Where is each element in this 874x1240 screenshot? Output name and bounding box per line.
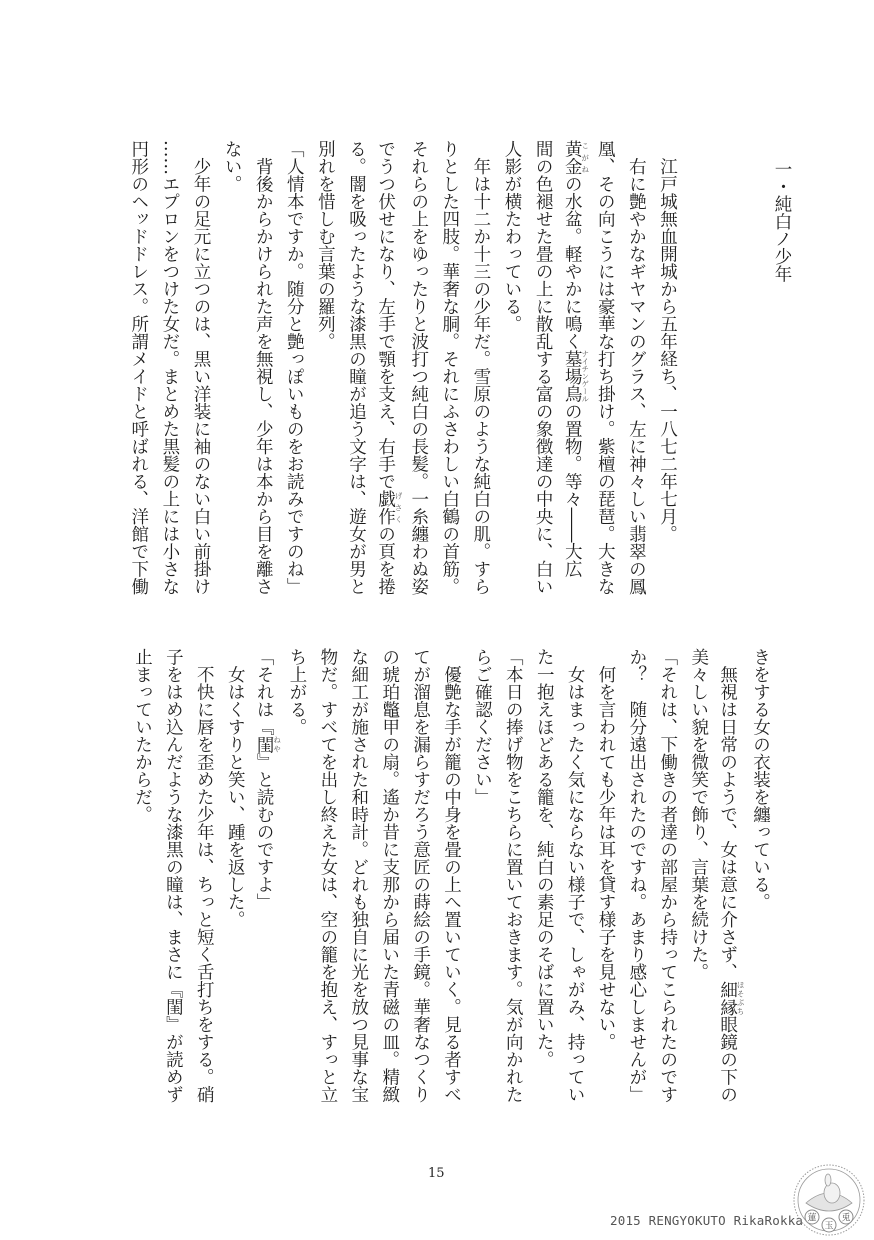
text-run: 右に艶やかなギヤマンのグラス、左に神々しい翡翠の鳳 xyxy=(626,140,647,595)
text-column xyxy=(559,648,590,1103)
text-run: ……エプロンをつけた女だ。まとめた黒髪の上には小さな xyxy=(159,140,180,595)
furigana: ナイチンゲール xyxy=(580,350,590,403)
furigana: ほそぶち xyxy=(736,980,746,1016)
text-run: きをする女の衣装を纏っている。 xyxy=(750,648,771,911)
page-number: 15 xyxy=(428,1166,445,1181)
text-column xyxy=(527,140,558,595)
furigana: げさく xyxy=(394,490,404,525)
text-column xyxy=(123,140,154,595)
logo-char: 蓮 xyxy=(807,1213,817,1224)
text-column xyxy=(188,648,219,1103)
text-run: てが溜息を漏らすだろう意匠の蒔絵の手鏡。華奢なつくり xyxy=(410,648,431,1103)
text-run: 止まっていたからだ。 xyxy=(132,648,153,823)
text-column xyxy=(250,648,281,911)
footer-credit: 2015 RENGYOKUTO RikaRokka xyxy=(610,1213,804,1228)
text-column xyxy=(436,648,467,1103)
text-column xyxy=(216,140,247,193)
text-column xyxy=(589,140,620,595)
text-run: 「それは『 xyxy=(254,648,275,736)
text-run: 円形のヘッドドレス。所謂メイドと呼ばれる、洋館で下働 xyxy=(128,140,149,595)
text-column xyxy=(652,140,683,543)
furigana: ねや xyxy=(272,735,282,753)
logo-char: 玉 xyxy=(824,1221,834,1232)
logo-char: 兎 xyxy=(841,1213,851,1224)
text-run: 間の色褪せた畳の上に散乱する富の象徴達の中央に、白い xyxy=(533,140,554,595)
text-run: 「それは、下働きの者達の部屋から持ってこられたのです xyxy=(657,648,678,1103)
text-column xyxy=(312,648,343,1103)
text-run: 女はまったく気にならない様子で、しゃがみ、持ってい xyxy=(565,648,586,1103)
text-run: の琥珀鼈甲の扇。遙か昔に支那から届いた青磁の皿。精緻 xyxy=(379,648,400,1103)
text-run: か？ 随分遠出されたのですね。あまり感心しませんが」 xyxy=(626,648,647,1103)
text-run: 少年の足元に立つのは、黒い洋装に袖のない白い前掛け xyxy=(191,140,211,595)
text-run: 背後からかけられた声を無視し、少年は本から目を離さ xyxy=(253,140,274,595)
text-column xyxy=(745,648,776,911)
ruby-annotation: 墓場鳥ナイチンゲール xyxy=(562,350,590,403)
text-run: それらの上をゆったりと波打つ純白の長髪。一糸纏わぬ姿 xyxy=(408,140,429,595)
text-run: 不快に唇を歪めた少年は、ちっと短く舌打ちをする。硝 xyxy=(194,648,215,1103)
text-run: 何を言われても少年は耳を貸す様子を見せない。 xyxy=(596,648,616,1051)
text-column xyxy=(278,140,309,595)
text-column xyxy=(652,648,683,1103)
text-column xyxy=(341,140,372,595)
text-run: な細工が施された和時計。どれも独自に光を放つ見事な宝 xyxy=(348,648,369,1103)
ruby-annotation: 黄金こがね xyxy=(562,140,590,175)
text-column xyxy=(185,140,216,595)
text-column xyxy=(528,648,559,1068)
text-run: 年は十二か十三の少年だ。雪原のような純白の肌。すら xyxy=(470,140,491,595)
text-run: らご確認ください」 xyxy=(472,648,493,806)
text-run: の頁を捲 xyxy=(375,525,396,595)
text-column xyxy=(309,140,340,350)
text-column xyxy=(621,648,652,1103)
text-run: 美々しい貌を微笑で飾り、言葉を続けた。 xyxy=(688,648,709,981)
text-column xyxy=(403,140,434,595)
text-run: 女はくすりと笑い、踵を返した。 xyxy=(225,648,246,928)
text-run: 「人情本ですか。随分と艶っぽいものをお読みですのね」 xyxy=(284,140,305,595)
text-column xyxy=(219,648,250,928)
text-run: 眼鏡の下の xyxy=(717,1015,738,1103)
text-run: 「本日の捧げ物をこちらに置いておきます。気が向かれた xyxy=(503,648,524,1103)
text-run: ち上がる。 xyxy=(287,648,307,736)
text-run: 優艶な手が籠の中身を畳の上へ置いていく。見る者すべ xyxy=(441,648,462,1103)
text-run: 人影が横たわっている。 xyxy=(502,140,522,333)
text-column xyxy=(714,648,745,1103)
text-column xyxy=(372,140,403,595)
text-run: でうつ伏せになり、左手で顎を支え、右手で xyxy=(375,140,396,490)
text-column xyxy=(434,140,465,595)
text-run: 』と読むのですよ」 xyxy=(254,753,275,911)
text-column xyxy=(590,648,621,1051)
text-column xyxy=(281,648,312,736)
text-run: 江戸城無血開城から五年経ち、一八七二年七月。 xyxy=(657,140,678,543)
text-column xyxy=(405,648,436,1103)
text-run: ない。 xyxy=(222,140,243,193)
text-run: 子をはめ込んだような漆黒の瞳は、まさに『閨』が読めず xyxy=(163,648,184,1103)
ruby-annotation: 戯作げさく xyxy=(375,490,404,525)
ruby-annotation: 閨ねや xyxy=(254,735,282,753)
text-column xyxy=(466,648,497,806)
text-run: 無視は日常のようで、女は意に介さず、 xyxy=(717,648,738,981)
text-column xyxy=(465,140,496,595)
text-run: りとした四肢。華奢な胴。それにふさわしい白鶴の首筋。 xyxy=(439,140,460,595)
text-column xyxy=(157,648,188,1103)
text-column xyxy=(497,648,528,1103)
text-column xyxy=(343,648,374,1103)
text-column xyxy=(154,140,185,595)
chapter-title: 一・純白ノ少年 xyxy=(772,160,792,283)
text-run: た一抱えほどある籠を、純白の素足のそばに置いた。 xyxy=(534,648,555,1068)
text-run: 物だ。すべてを出し終えた女は、空の籠を抱え、すっと立 xyxy=(317,648,338,1103)
text-run: の置物。等々――大広 xyxy=(562,402,583,578)
text-run: 別れを惜しむ言葉の羅列。 xyxy=(315,140,336,350)
ruby-annotation: 細縁ほそぶち xyxy=(717,980,746,1016)
text-column xyxy=(127,648,158,823)
furigana: こがね xyxy=(580,140,590,175)
text-column xyxy=(558,140,589,578)
text-column xyxy=(374,648,405,1103)
text-column xyxy=(496,140,527,333)
text-column xyxy=(683,648,714,981)
text-run: 凰、その向こうには豪華な打ち掛け。紫檀の琵琶。大きな xyxy=(595,140,616,595)
circle-logo-icon xyxy=(792,1163,866,1237)
text-run: る。闇を吸ったような漆黒の瞳が追う文字は、遊女が男と xyxy=(346,140,367,595)
text-column xyxy=(620,140,651,595)
text-column xyxy=(247,140,278,595)
text-run: の水盆。軽やかに鳴く xyxy=(562,175,583,350)
